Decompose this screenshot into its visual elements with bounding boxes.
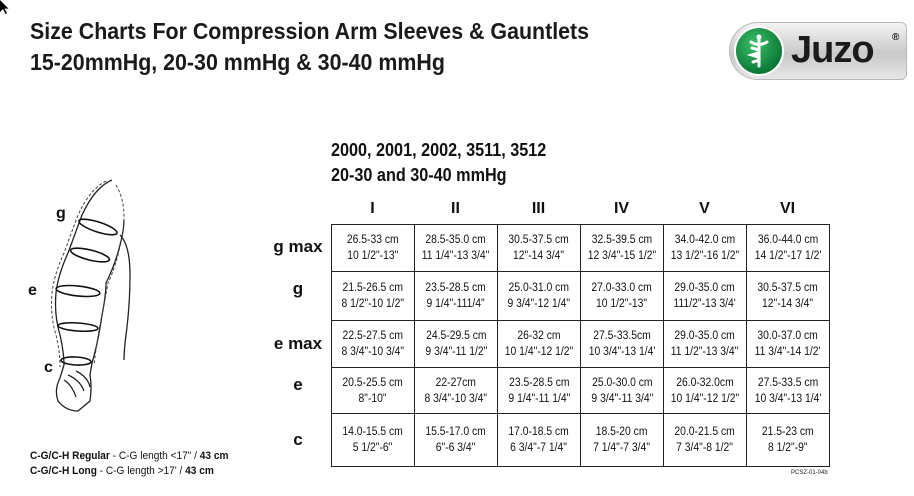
row-label: e max xyxy=(273,334,323,353)
cell-metric: 22-27cm xyxy=(435,376,477,389)
column-header: IV xyxy=(613,200,630,217)
cell-imperial: 8 1/2"-10 1/2" xyxy=(341,298,405,310)
cell-imperial: 8 3/4"-10 3/4" xyxy=(424,392,488,405)
cell-imperial: 6"-6 3/4" xyxy=(436,442,476,454)
cell-metric: 30.0-37.0 cm xyxy=(757,330,819,342)
cell-imperial: 6 3/4"-7 1/4" xyxy=(510,442,568,454)
size-cell xyxy=(747,321,830,368)
size-cell xyxy=(664,321,747,368)
model-numbers: 2000, 2001, 2002, 3511, 3512 xyxy=(331,140,547,160)
diagram-label-e: e xyxy=(28,282,37,299)
size-cell xyxy=(664,225,747,272)
cell-imperial: 5 1/2"-6" xyxy=(353,442,393,454)
size-cell xyxy=(332,225,415,272)
size-cell xyxy=(415,225,498,272)
size-cell xyxy=(747,368,830,414)
caduceus-icon xyxy=(736,28,782,74)
size-table xyxy=(331,224,830,467)
cell-metric: 17.0-18.5 cm xyxy=(508,426,570,438)
column-header: VI xyxy=(779,200,796,217)
size-cell xyxy=(498,321,581,368)
page-title xyxy=(30,16,589,78)
size-cell xyxy=(747,225,830,272)
cell-metric: 26.0-32.0cm xyxy=(676,376,734,389)
cell-imperial: 10 1/4"-12 1/2" xyxy=(504,346,574,358)
cell-imperial: 111/2"-13 3/4' xyxy=(673,298,737,310)
size-cell xyxy=(664,272,747,321)
cell-imperial: 11 1/2"-13 3/4" xyxy=(671,346,739,358)
cell-imperial: 8 1/2"-9" xyxy=(768,442,808,454)
column-header: II xyxy=(451,200,460,217)
cell-imperial: 11 1/4"-13 3/4" xyxy=(422,250,490,262)
cell-imperial: 7 1/4"-7 3/4" xyxy=(593,442,651,454)
cell-metric: 23.5-28.5 cm xyxy=(425,282,487,294)
size-cell xyxy=(498,272,581,321)
cell-metric: 15.5-17.0 cm xyxy=(425,426,487,438)
table-row xyxy=(332,321,830,368)
cell-imperial: 8 3/4"-10 3/4" xyxy=(341,346,405,358)
cell-imperial: 9 3/4"-12 1/4" xyxy=(507,298,571,310)
cell-metric: 22.5-27.5 cm xyxy=(342,330,404,342)
arm-diagram xyxy=(20,175,190,440)
size-cell xyxy=(581,414,664,467)
size-cell xyxy=(498,368,581,414)
cell-imperial: 9 3/4"-11 3/4" xyxy=(591,392,653,405)
cell-metric: 28.5-35.0 cm xyxy=(425,234,487,246)
cell-imperial: 14 1/2"-17 1/2' xyxy=(754,250,822,262)
size-cell xyxy=(415,368,498,414)
cell-imperial: 9 1/4"-11 1/4" xyxy=(508,392,570,405)
size-cell xyxy=(415,414,498,467)
cell-metric: 36.0-44.0 cm xyxy=(757,234,819,246)
cell-metric: 25.0-31.0 cm xyxy=(508,282,570,294)
cell-metric: 23.5-28.5 cm xyxy=(508,376,570,389)
cell-imperial: 10 3/4"-13 1/4' xyxy=(588,346,656,358)
size-cell xyxy=(332,321,415,368)
cell-metric: 20.0-21.5 cm xyxy=(674,426,736,438)
cell-metric: 24.5-29.5 cm xyxy=(425,330,487,342)
cell-metric: 27.0-33.0 cm xyxy=(591,282,653,294)
size-cell xyxy=(664,414,747,467)
size-cell xyxy=(332,368,415,414)
cell-imperial: 10 3/4"-13 1/4' xyxy=(754,392,822,405)
cell-metric: 26.5-33 cm xyxy=(347,234,399,246)
logo-text: Juzo xyxy=(791,29,874,71)
table-row xyxy=(332,414,830,467)
cell-imperial: 13 1/2"-16 1/2" xyxy=(670,250,740,262)
compression-levels: 20-30 and 30-40 mmHg xyxy=(331,165,507,185)
registered-mark: ® xyxy=(892,32,900,43)
table-row xyxy=(332,368,830,414)
mouse-cursor-icon xyxy=(0,0,10,14)
cell-metric: 29.0-35.0 cm xyxy=(674,282,736,294)
diagram-label-c: c xyxy=(44,359,53,376)
arm-illustration xyxy=(20,175,190,440)
column-header: III xyxy=(531,200,546,217)
juzo-logo xyxy=(729,22,907,80)
cell-imperial: 9 1/4"-111/4" xyxy=(426,298,486,310)
row-label: g xyxy=(292,279,304,298)
diagram-label-g: g xyxy=(56,205,66,222)
cell-metric: 25.0-30.0 cm xyxy=(591,376,653,389)
cell-imperial: 12"-14 3/4" xyxy=(762,298,814,310)
cell-imperial: 12 3/4"-15 1/2" xyxy=(587,250,657,262)
cell-imperial: 11 3/4"-14 1/2' xyxy=(755,346,821,358)
cell-imperial: 7 3/4"-8 1/2" xyxy=(676,442,734,454)
note-regular: C-G/C-H Regular - C-G length <17" / 43 cm xyxy=(30,450,229,462)
row-label: c xyxy=(293,430,303,449)
column-header: I xyxy=(370,200,375,217)
size-cell xyxy=(581,368,664,414)
cell-metric: 21.5-23 cm xyxy=(762,426,814,438)
cell-metric: 27.5-33.5 cm xyxy=(757,376,819,389)
cell-imperial: 10 1/2"-13" xyxy=(347,250,399,262)
row-label: g max xyxy=(273,237,323,256)
cell-metric: 29.0-35.0 cm xyxy=(674,330,736,342)
table-row xyxy=(332,272,830,321)
size-cell xyxy=(664,368,747,414)
cell-metric: 18.5-20 cm xyxy=(596,426,648,438)
title-line-1: Size Charts For Compression Arm Sleeves & Gauntlets xyxy=(30,18,590,44)
cell-metric: 27.5-33.5cm xyxy=(593,330,651,342)
size-cell xyxy=(332,272,415,321)
size-cell xyxy=(747,272,830,321)
cell-imperial: 10 1/4"-12 1/2" xyxy=(670,392,740,405)
size-cell xyxy=(415,272,498,321)
cell-imperial: 9 3/4"-11 1/2" xyxy=(425,346,487,358)
cell-metric: 26-32 cm xyxy=(517,330,561,342)
row-label: e xyxy=(293,375,303,394)
product-heading xyxy=(331,138,546,188)
size-cell xyxy=(498,225,581,272)
cell-metric: 30.5-37.5 cm xyxy=(757,282,819,294)
cell-metric: 32.5-39.5 cm xyxy=(591,234,653,246)
cell-imperial: 10 1/2"-13" xyxy=(596,298,648,310)
cell-imperial: 12"-14 3/4" xyxy=(513,250,565,262)
cell-imperial: 8"-10" xyxy=(358,392,388,405)
note-long: C-G/C-H Long - C-G length >17' / 43 cm xyxy=(30,465,214,477)
table-row xyxy=(332,225,830,272)
size-cell xyxy=(747,414,830,467)
size-cell xyxy=(332,414,415,467)
size-cell xyxy=(581,321,664,368)
size-cell xyxy=(581,272,664,321)
size-cell xyxy=(498,414,581,467)
document-code: PCSZ-01-04b xyxy=(791,470,828,476)
size-cell xyxy=(581,225,664,272)
title-line-2: 15-20mmHg, 20-30 mmHg & 30-40 mmHg xyxy=(30,49,445,75)
length-notes xyxy=(30,449,228,479)
cell-metric: 34.0-42.0 cm xyxy=(674,234,736,246)
cell-metric: 20.5-25.5 cm xyxy=(342,376,404,389)
cell-metric: 30.5-37.5 cm xyxy=(508,234,570,246)
size-cell xyxy=(415,321,498,368)
cell-metric: 14.0-15.5 cm xyxy=(342,426,404,438)
cell-metric: 21.5-26.5 cm xyxy=(342,282,404,294)
column-header: V xyxy=(699,200,710,217)
